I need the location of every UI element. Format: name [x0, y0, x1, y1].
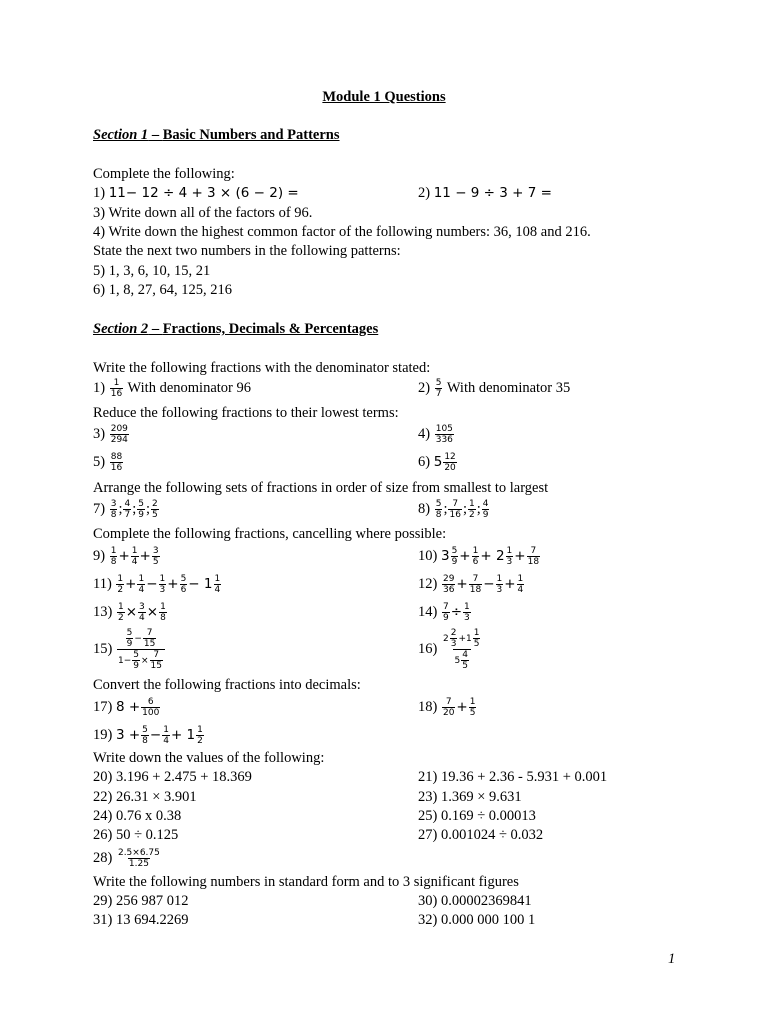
write-fractions-instruction: Write the following fractions with the denominator stated: — [93, 360, 431, 376]
fraction: $\frac{5}{7}$ — [435, 378, 442, 399]
fraction-question-2: 2) $\frac{5}{7}$ With denominator 35 — [418, 378, 571, 399]
fraction-question-19: 19) 3 + $\frac{5}{8}$ − $\frac{1}{4}$ + 1 $\frac{1}{2}$ — [93, 725, 203, 746]
complex-fraction: $\frac{5}{9}$ − $\frac{7}{15}$ 1− $\frac{5}{9}$ × $\frac{7}{15}$ — [117, 628, 165, 671]
arrange-instruction: Arrange the following sets of fractions in order of size from smallest to largest — [93, 480, 549, 496]
section-2-dash: – — [148, 321, 163, 337]
question-20: 20) 3.196 + 2.475 + 18.369 — [93, 769, 252, 785]
fraction-question-17: 17) 8 + $\frac{6}{100}$ — [93, 697, 160, 718]
question-3: 3) Write down all of the factors of 96. — [93, 205, 313, 221]
fraction: $\frac{1}{16}$ — [110, 378, 123, 399]
section-1-dash: – — [148, 127, 163, 143]
fraction: $\frac{105}{336}$ — [435, 424, 453, 445]
section-2-name: Fractions, Decimals & Percentages — [162, 321, 379, 337]
q28-number: 28) — [93, 849, 116, 866]
fraction-question-11: 11) $\frac{1}{2}$ + $\frac{1}{4}$ − $\frac{1}{3}$ + $\frac{5}{6}$ − 1 $\frac{1}{4}$ — [93, 574, 221, 595]
page-title: Module 1 Questions — [322, 89, 446, 105]
question-6: 6) 1, 8, 27, 64, 125, 216 — [93, 282, 232, 298]
fraction-question-16: 16) 2 $\frac{2}{3}$ +1 $\frac{1}{5}$ 5 $\frac{4}{5}$ — [418, 628, 483, 671]
section-2-heading — [93, 320, 378, 338]
fraction-question-12: 12) $\frac{29}{36}$ + $\frac{7}{18}$ − $\frac{1}{3}$ + $\frac{1}{4}$ — [418, 574, 524, 595]
standard-form-instruction: Write the following numbers in standard form and to 3 significant figures — [93, 874, 519, 890]
denominator-35-label: With denominator 35 — [443, 379, 571, 396]
section-1-label: Section 1 — [93, 127, 149, 143]
question-25: 25) 0.169 ÷ 0.00013 — [418, 808, 536, 824]
fraction-question-9: 9) $\frac{1}{8}$ + $\frac{1}{4}$ + $\frac{3}{5}$ — [93, 546, 159, 567]
denominator-96-label: With denominator 96 — [124, 379, 251, 396]
fraction-question-6: 6) 5 $\frac{12}{20}$ — [418, 452, 456, 473]
section-1-heading — [93, 126, 340, 144]
question-26: 26) 50 ÷ 0.125 — [93, 827, 179, 843]
question-2 — [418, 184, 552, 202]
values-instruction: Write down the values of the following: — [93, 750, 325, 766]
question-30: 30) 0.00002369841 — [418, 893, 532, 909]
q28-numerator: 2.5×6.75 — [117, 848, 160, 858]
fraction-question-8: 8) $\frac{5}{8}$ ; $\frac{7}{16}$ ; $\frac{1}{2}$ ; $\frac{4}{9}$ — [418, 499, 489, 520]
q28-denominator: 1.25 — [128, 859, 149, 869]
question-31: 31) 13 694.2269 — [93, 912, 189, 928]
q2-expression: 11 − 9 ÷ 3 + 7 = — [433, 185, 552, 201]
section-1-name: Basic Numbers and Patterns — [162, 127, 340, 143]
question-32: 32) 0.000 000 100 1 — [418, 912, 536, 928]
fraction-question-15: 15) $\frac{5}{9}$ − $\frac{7}{15}$ 1− $\frac{5}{9}$ × $\frac{7}{15}$ — [93, 628, 166, 671]
q1-expression: 11− 12 ÷ 4 + 3 × (6 − 2) = — [108, 185, 299, 201]
reduce-instruction: Reduce the following fractions to their lowest terms: — [93, 405, 399, 421]
question-1 — [93, 184, 299, 202]
page-number: 1 — [668, 951, 676, 967]
fraction: $\frac{88}{16}$ — [110, 452, 123, 473]
fraction: $\frac{12}{20}$ — [444, 452, 456, 473]
question-24: 24) 0.76 x 0.38 — [93, 808, 182, 824]
complete-instruction: Complete the following: — [93, 166, 235, 182]
fraction-question-4: 4) $\frac{105}{336}$ — [418, 424, 453, 445]
fraction: $\frac{209}{294}$ — [110, 424, 128, 445]
question-23: 23) 1.369 × 9.631 — [418, 789, 522, 805]
fraction-question-5: 5) $\frac{88}{16}$ — [93, 452, 123, 473]
convert-instruction: Convert the following fractions into decimals: — [93, 677, 361, 693]
fraction — [117, 848, 161, 869]
complex-fraction: 2 $\frac{2}{3}$ +1 $\frac{1}{5}$ 5 $\frac{4}{5}$ — [442, 628, 480, 671]
section-2-label: Section 2 — [93, 321, 149, 337]
fraction-question-7: 7) $\frac{3}{8}$ ; $\frac{4}{7}$ ; $\frac{5}{9}$ ; $\frac{2}{5}$ — [93, 499, 158, 520]
fraction-question-14: 14) $\frac{7}{9}$ ÷ $\frac{1}{3}$ — [418, 602, 470, 623]
fraction-question-3: 3) $\frac{209}{294}$ — [93, 424, 128, 445]
fraction-question-13: 13) $\frac{1}{2}$ × $\frac{3}{4}$ × $\frac{1}{8}$ — [93, 602, 166, 623]
cancel-instruction: Complete the following fractions, cancelling where possible: — [93, 526, 447, 542]
q1-number: 1) — [93, 185, 109, 201]
question-5: 5) 1, 3, 6, 10, 15, 21 — [93, 263, 211, 279]
question-21: 21) 19.36 + 2.36 - 5.931 + 0.001 — [418, 769, 608, 785]
question-29: 29) 256 987 012 — [93, 893, 189, 909]
fraction-question-1: 1) $\frac{1}{16}$ With denominator 96 — [93, 378, 251, 399]
fraction-question-10: 10) 3 $\frac{5}{9}$ + $\frac{1}{6}$ + 2 $\frac{1}{3}$ + $\frac{7}{18}$ — [418, 546, 540, 567]
q2-number: 2) — [418, 185, 434, 201]
question-27: 27) 0.001024 ÷ 0.032 — [418, 827, 544, 843]
question-22: 22) 26.31 × 3.901 — [93, 789, 197, 805]
question-4: 4) Write down the highest common factor of the following numbers: 36, 108 and 216. — [93, 224, 591, 240]
patterns-instruction: State the next two numbers in the following patterns: — [93, 243, 401, 259]
fraction-question-18: 18) $\frac{7}{20}$ + $\frac{1}{5}$ — [418, 697, 476, 718]
question-28 — [93, 848, 162, 869]
